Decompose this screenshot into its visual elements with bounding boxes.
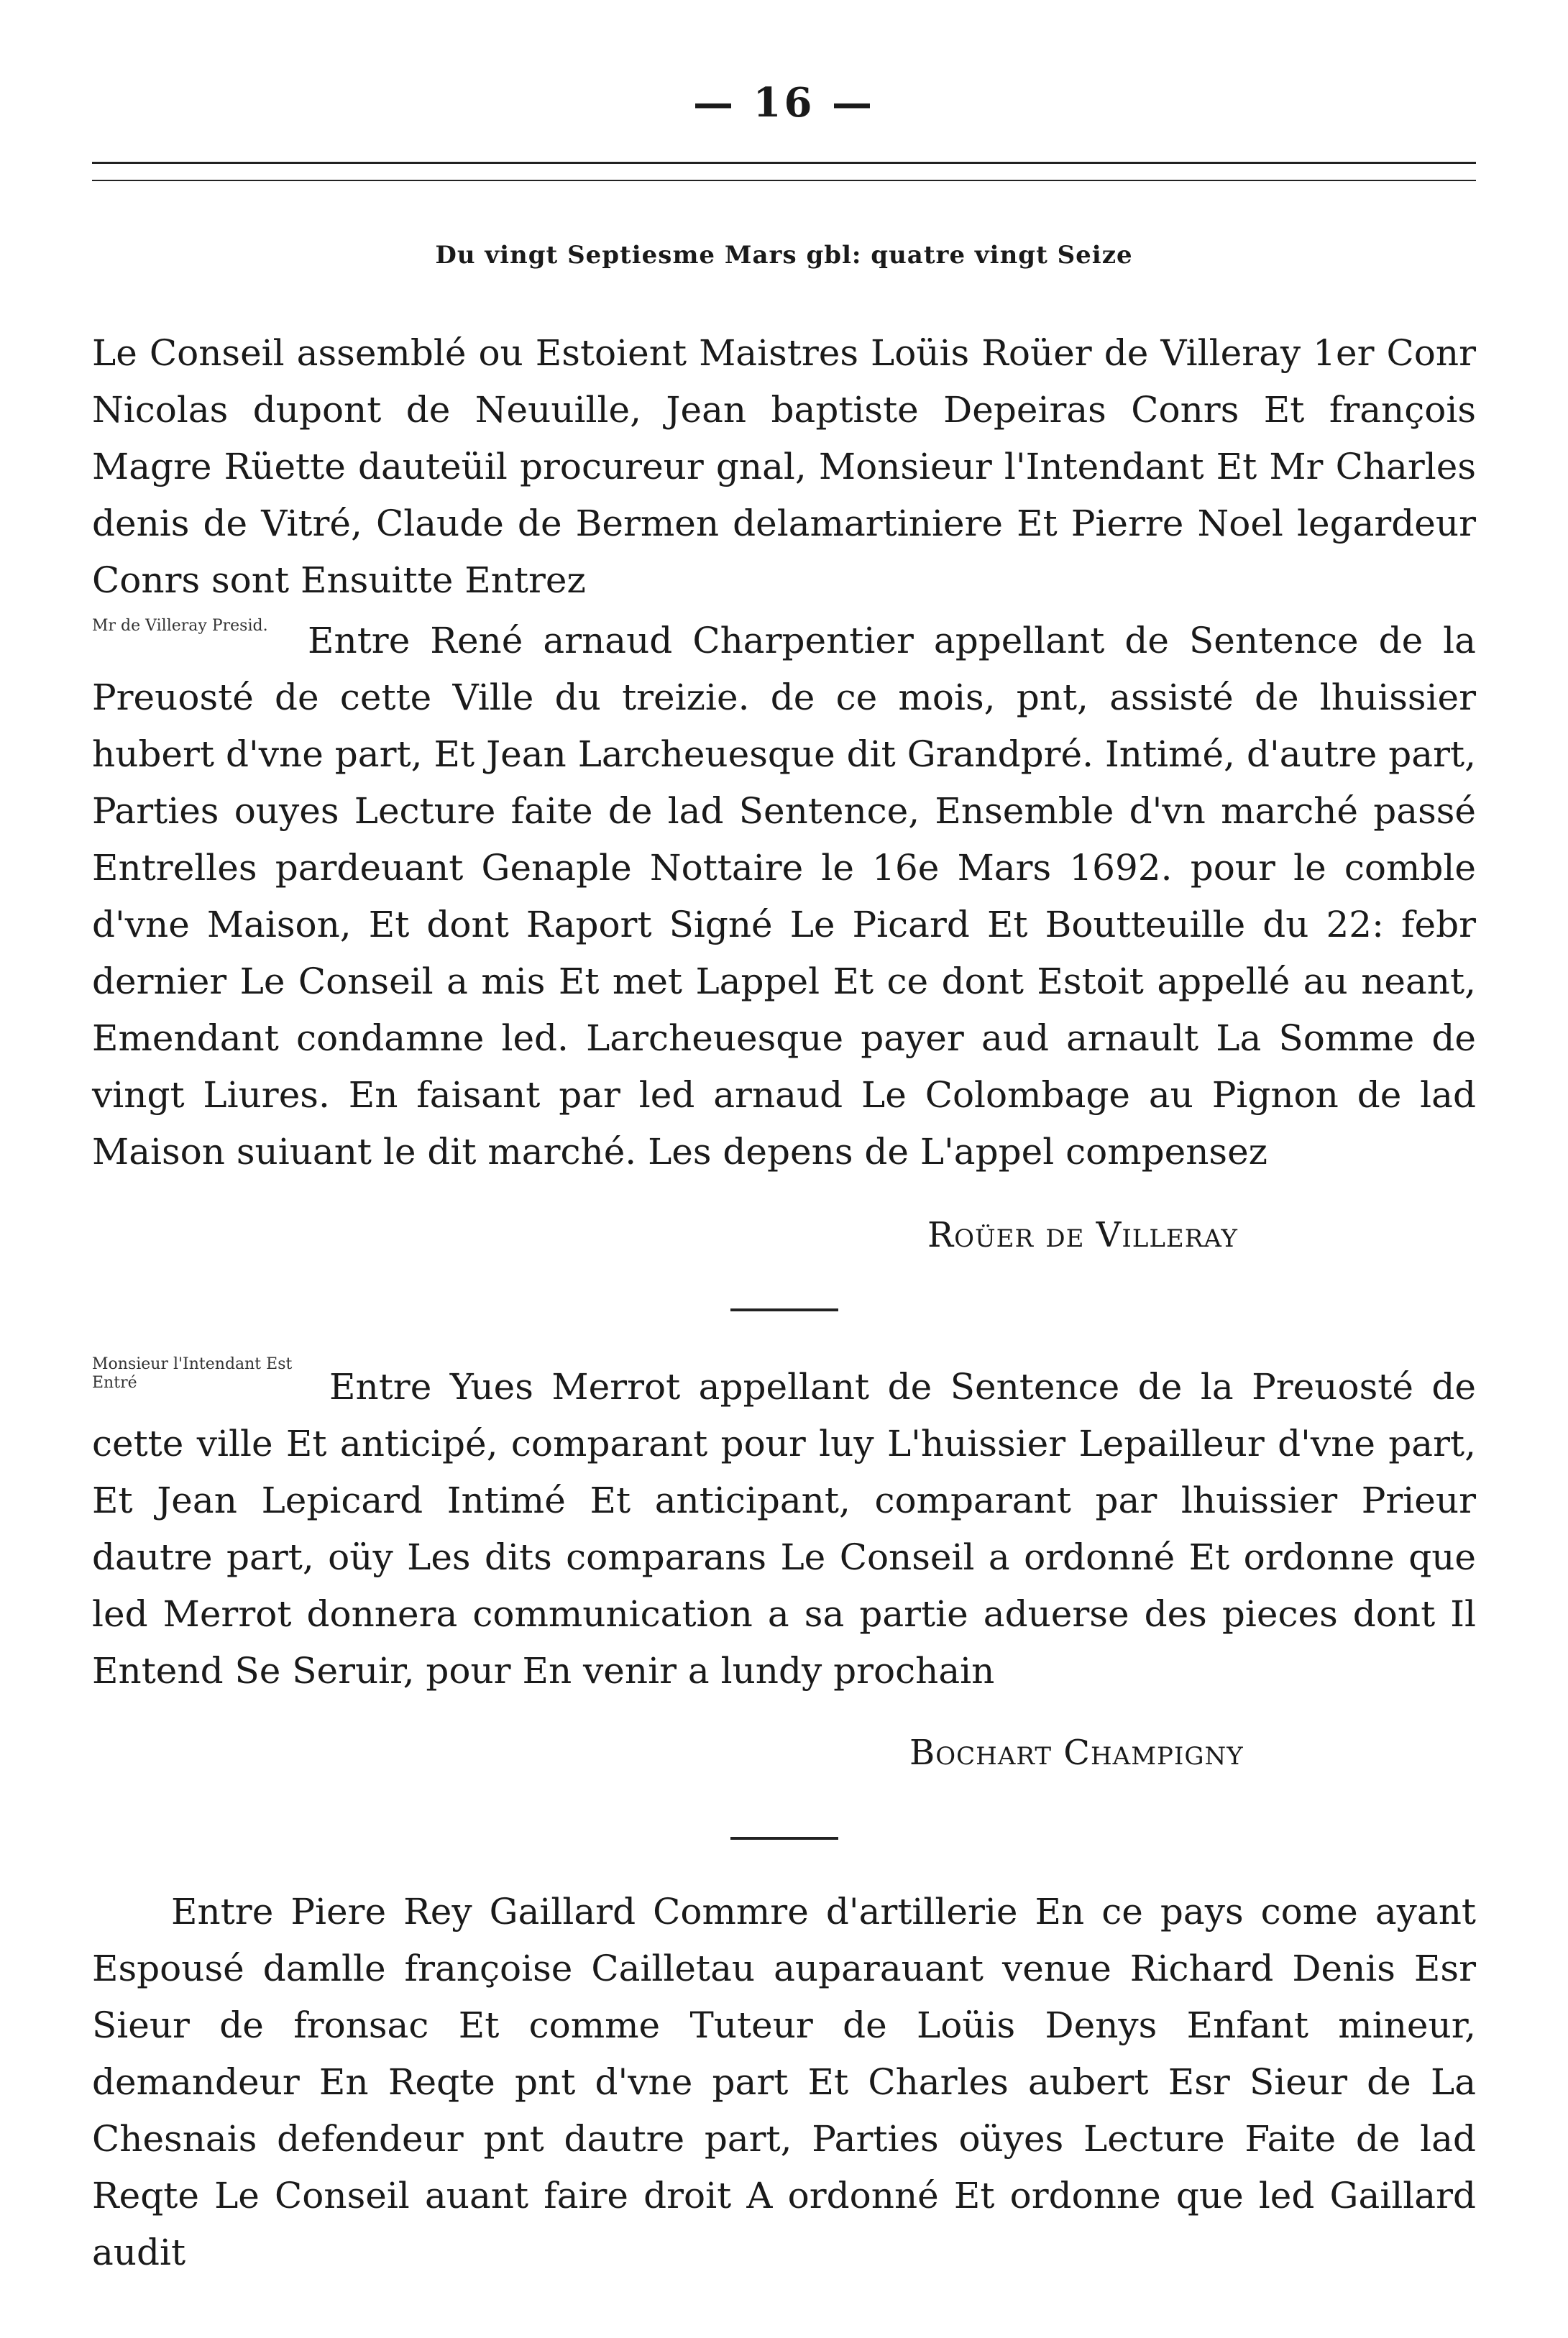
signature-villeray: Roüer de Villeray (927, 1215, 1238, 1255)
session-heading: Du vingt Septiesme Mars gbl: quatre vingt Seize (435, 241, 1133, 270)
header-rule-thin (92, 180, 1476, 181)
paragraph-gaillard-case: Entre Piere Rey Gaillard Commre d'artillerie En ce pays come ayant Espousé damlle françoise Cailletau auparauant venue Richard Denis Esr Sieur de fronsac Et comme Tuteur de Loüis Denys Enfant mineur, demandeur En Reqte pnt d'vne part Et Charles aubert Esr Sieur de La Chesnais defendeur pnt dautre part, Parties oüyes Lecture Faite de lad Reqte Le Conseil auant faire droit A ordonné Et ordonne que led Gaillard audit (92, 1891, 1476, 2273)
section-separator (730, 1837, 838, 1840)
paragraph-council-assembly: Le Conseil assemblé ou Estoient Maistres Loüis Roüer de Villeray 1er Conr Nicolas dupont de Neuuille, Jean baptiste Depeiras Conrs Et françois Magre Rüette dauteüil procureur gnal, Monsieur l'Intendant Et Mr Charles denis de Vitré, Claude de Bermen delamartiniere Et Pierre Noel legardeur Conrs sont Ensuitte Entrez (92, 332, 1476, 601)
header-rule (92, 162, 1476, 164)
margin-note-president: Mr de Villeray Presid. (92, 617, 268, 635)
margin-note-intendant: Monsieur l'Intendant Est Entré (92, 1355, 293, 1392)
paragraph-merrot-case: Entre Yues Merrot appellant de Sentence de la Preuosté de cette ville Et anticipé, comparant pour luy L'huissier Lepailleur d'vne part, Et Jean Lepicard Intimé Et anticipant, comparant par lhuissier Prieur dautre part, oüy Les dits comparans Le Conseil a ordonné Et ordonne que led Merrot donnera communication a sa partie aduerse des pieces dont Il Entend Se Seruir, pour En venir a lundy prochain (92, 1366, 1476, 1692)
section-separator (730, 1308, 838, 1311)
page-number: — 16 — (693, 79, 875, 127)
paragraph-arnaud-case: Entre René arnaud Charpentier appellant de Sentence de la Preuosté de cette Ville du treizie. de ce mois, pnt, assisté de lhuissier hubert d'vne part, Et Jean Larcheuesque dit Grandpré. Intimé, d'autre part, Parties ouyes Lecture faite de lad Sentence, Ensemble d'vn marché passé Entrelles pardeuant Genaple Nottaire le 16e Mars 1692. pour le comble d'vne Maison, Et dont Raport Signé Le Picard Et Boutteuille du 22: febr dernier Le Conseil a mis Et met Lappel Et ce dont Estoit appellé au neant, Emendant condamne led. Larcheuesque payer aud arnault La Somme de vingt Liures. En faisant par led arnaud Le Colombage au Pignon de lad Maison suiuant le dit marché. Les depens de L'appel compensez (92, 620, 1476, 1173)
signature-champigny: Bochart Champigny (909, 1733, 1244, 1773)
